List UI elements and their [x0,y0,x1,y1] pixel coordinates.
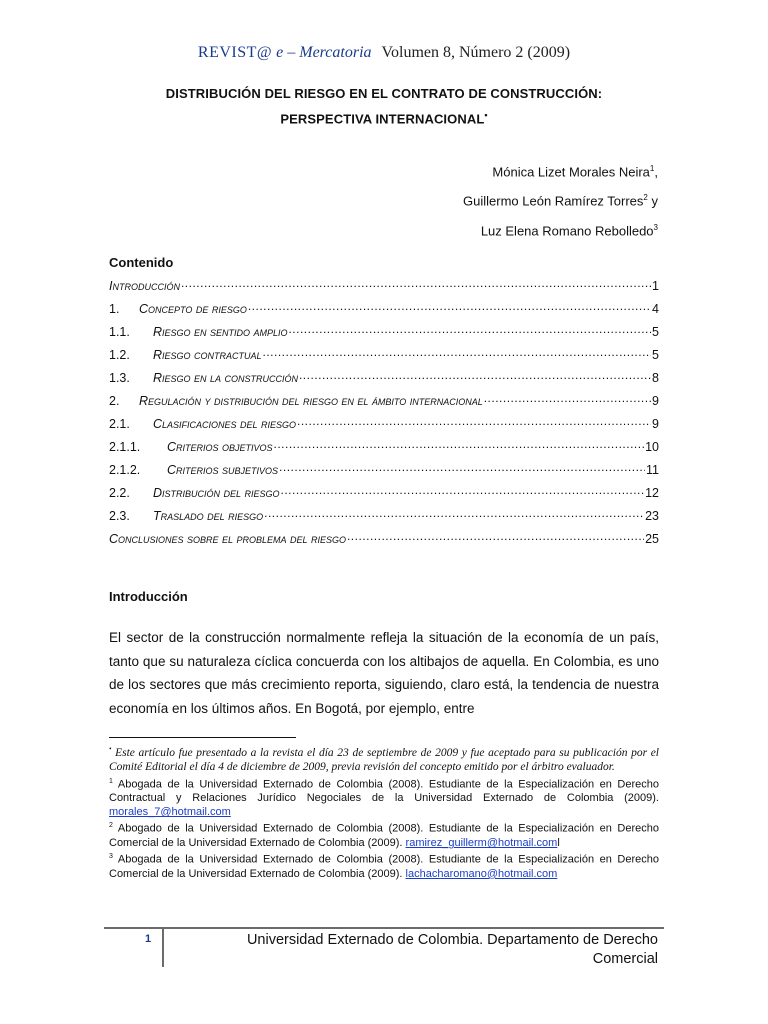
author-name: Guillermo León Ramírez Torres [463,193,644,209]
toc-leader-dots [263,345,652,359]
toc-entry-page: 11 [646,463,659,477]
footnote-star [109,742,659,775]
toc-entry-page: 9 [652,417,659,431]
email-link[interactable]: morales_7@hotmail.com [109,806,231,819]
footnotes [109,742,659,881]
toc-leader-dots [347,529,644,543]
toc-entry-number: 1.3. [109,371,130,385]
author-list [463,156,658,244]
email-link[interactable]: lachacharomano@hotmail.com [405,867,558,880]
footnote-mark: 3 [109,853,113,861]
toc-entry-title: Riesgo en la construcción [153,371,298,385]
footnote-mark: 1 [109,777,113,785]
toc-entry[interactable] [109,316,659,339]
footnote-text: Este artículo fue presentado a la revista el día 23 de septiembre de 2009 y fue aceptado para su publicación por el Comité Editorial el día 4 de diciembre de 2009, previa revisión del concepto emitido por el árbitro evaluador. [109,746,659,774]
author [463,215,658,244]
toc-leader-dots [279,460,645,474]
journal-dash: – [287,44,296,61]
journal-name: REVIST@ [197,44,273,61]
author-suffix: y [647,193,658,209]
toc-entry-title: Riesgo contractual [153,348,262,362]
footnote-mark: 2 [109,822,113,830]
journal-e: e [276,44,284,61]
paper-title-line2 [0,110,768,126]
toc-entry[interactable] [109,500,659,523]
toc-entry-number: 1.1. [109,325,130,339]
toc-leader-dots [264,506,644,520]
footnote-text: Abogado de la Universidad Externado de Colombia (2008). Estudiante de la Especialización en Derecho Comercial de la Universidad Externado de Colombia (2009). [109,823,660,850]
toc-entry[interactable] [109,339,659,362]
toc-entry-number: 2.1.1. [109,440,141,454]
table-of-contents [109,270,659,546]
toc-entry-title: Criterios objetivos [167,440,273,454]
toc-leader-dots [297,414,651,428]
toc-entry[interactable] [109,408,659,431]
toc-entry-number: 1.2. [109,348,130,362]
footnote-text: Abogada de la Universidad Externado de Colombia (2008). Estudiante de la Especialización en Derecho Comercial de la Universidad Externado de Colombia (2009). [109,853,660,880]
toc-leader-dots [248,299,651,313]
author [463,185,658,214]
toc-entry-title: Conclusiones sobre el problema del riesgo [109,532,346,546]
toc-entry[interactable] [109,431,659,454]
journal-mercatoria: Mercatoria [299,44,372,61]
toc-entry-page: 4 [652,302,659,316]
page-number: 1 [145,933,152,945]
footnote-1 [109,775,659,820]
toc-entry-page: 5 [652,325,659,339]
footnote-separator [109,737,296,738]
toc-entry-title: Introducción [109,279,180,293]
toc-entry-number: 2.3. [109,509,130,523]
toc-entry[interactable] [109,362,659,385]
section-heading: Introducción [109,589,188,604]
toc-leader-dots [288,322,651,336]
title-footnote-mark: • [484,110,488,120]
toc-entry-page: 8 [652,371,659,385]
toc-entry-title: Clasificaciones del riesgo [153,417,297,431]
toc-entry-title: Distribución del riesgo [153,486,280,500]
toc-entry[interactable] [109,454,659,477]
toc-entry-page: 12 [645,486,659,500]
author-suffix: , [654,164,658,180]
footnote-3 [109,850,659,881]
author-name: Mónica Lizet Morales Neira [492,164,650,180]
toc-entry-page: 10 [645,440,659,454]
toc-entry-title: Regulación y distribución del riesgo en el ámbito internacional [139,394,483,408]
toc-entry-number: 2. [109,394,120,408]
toc-leader-dots [484,391,651,405]
toc-entry-page: 23 [645,509,659,523]
author-footnote-mark: 3 [653,222,658,232]
footnote-2 [109,819,659,850]
toc-leader-dots [274,437,645,451]
toc-entry-page: 9 [652,394,659,408]
author-footnote-mark: 2 [643,193,648,203]
toc-heading: Contenido [109,255,174,270]
toc-entry-page: 25 [645,532,659,546]
footnote-text: Abogada de la Universidad Externado de Colombia (2008). Estudiante de la Especialización en Derecho Contractual y Relaciones Jurídico Negociales de la Universidad Externado de Colombia (2009). [109,778,660,805]
toc-entry[interactable] [109,293,659,316]
footer-institution: Universidad Externado de Colombia. Departamento de Derecho Comercial [246,932,658,967]
toc-entry[interactable] [109,523,659,546]
journal-volume: Volumen 8, Número 2 (2009) [381,44,571,61]
toc-leader-dots [299,368,651,382]
author [463,156,658,185]
footnote-tail: l [557,837,560,850]
footer-divider [162,929,164,967]
toc-entry-number: 2.1.2. [109,463,141,477]
toc-entry-title: Concepto de riesgo [139,302,247,316]
toc-entry-title: Criterios subjetivos [167,463,279,477]
email-link[interactable]: ramirez_guillerm@hotmail.com [405,837,558,850]
toc-entry-number: 2.2. [109,486,130,500]
toc-entry-page: 1 [652,279,659,293]
toc-entry-number: 2.1. [109,417,130,431]
toc-entry-page: 5 [652,348,659,362]
toc-leader-dots [181,276,651,290]
footnote-mark: • [109,745,112,753]
journal-header [0,44,768,62]
paper-title-text: PERSPECTIVA INTERNACIONAL [280,111,485,127]
footer-rule [104,927,664,929]
toc-entry-title: Traslado del riesgo [153,509,264,523]
paper-title-line1: DISTRIBUCIÓN DEL RIESGO EN EL CONTRATO DE CONSTRUCCIÓN: [165,86,603,101]
toc-entry-title: Riesgo en sentido amplio [153,325,288,339]
toc-entry[interactable] [109,477,659,500]
toc-entry[interactable] [109,270,659,293]
toc-entry[interactable] [109,385,659,408]
body-paragraph: El sector de la construcción normalmente refleja la situación de la economía de un país, tanto que su naturaleza cíclica concuerda con los altibajos de aquella. En Colombia, es uno de los sectores que más crecimiento reporta, siguiendo, claro está, la tendencia de nuestra economía en los últimos años. En Bogotá, por ejemplo, entre [109,630,659,716]
author-name: Luz Elena Romano Rebolledo [480,222,654,238]
toc-leader-dots [281,483,645,497]
author-footnote-mark: 1 [649,164,655,173]
toc-entry-number: 1. [109,302,120,316]
